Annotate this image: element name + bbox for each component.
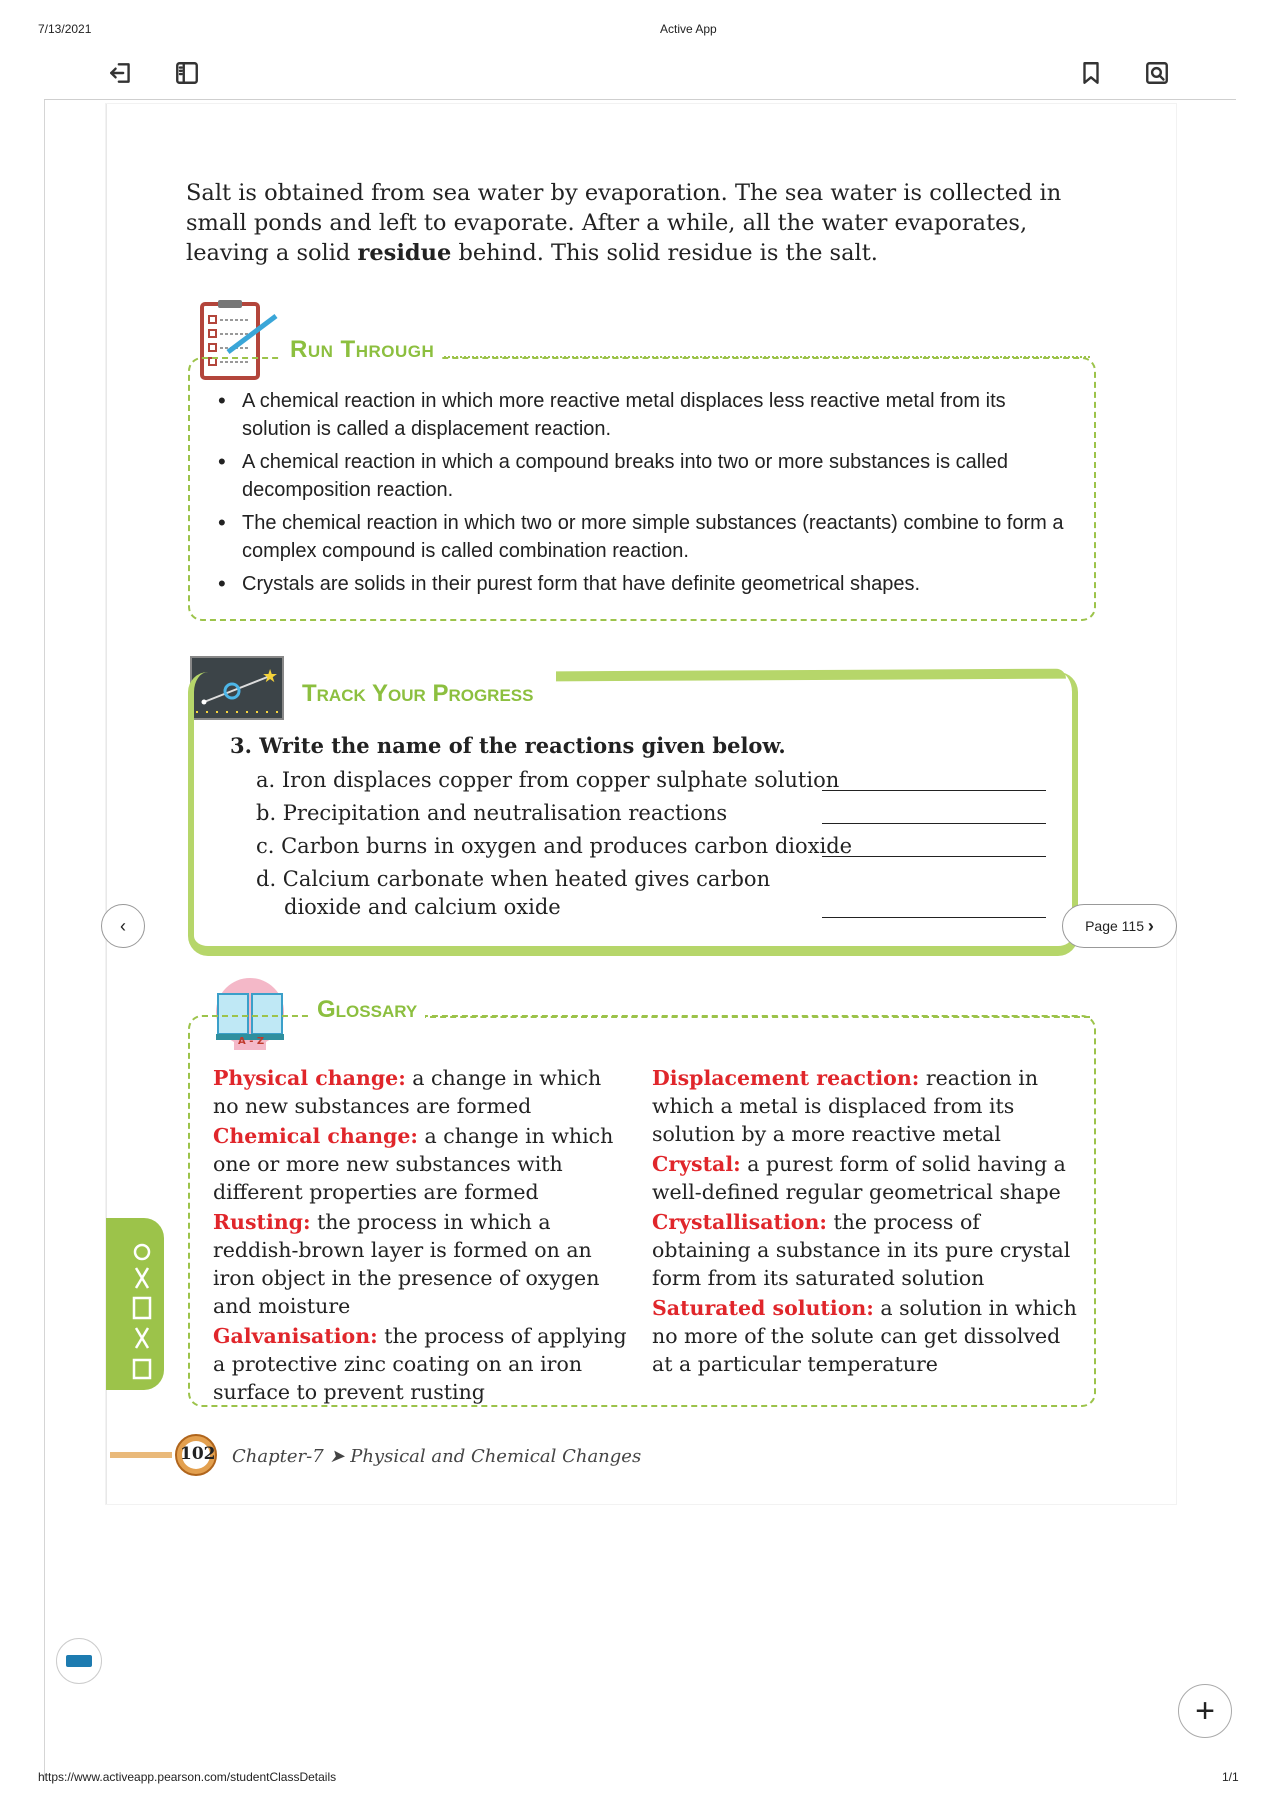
question-item: c. Carbon burns in oxygen and produces carbon dioxide xyxy=(256,834,853,858)
question-item-continued: dioxide and calcium oxide xyxy=(284,895,561,919)
exit-icon[interactable] xyxy=(106,58,136,88)
list-item: • The chemical reaction in which two or more simple substances (reactants) combine to form a complex compound is called combination reaction. xyxy=(216,509,1076,565)
answer-blank[interactable] xyxy=(822,856,1046,857)
run-through-list xyxy=(216,387,1076,603)
run-through-divider xyxy=(440,356,1090,358)
glossary-entry: Chemical change: a change in which one or more new substances with different properties are formed xyxy=(213,1124,614,1204)
glossary-left-column xyxy=(213,1064,633,1408)
page-number: 102 xyxy=(180,1444,216,1464)
question-heading: 3. Write the name of the reactions given below. xyxy=(230,733,786,758)
run-through-title: Run Through xyxy=(282,336,442,364)
print-title: Active App xyxy=(660,22,717,36)
question-item: d. Calcium carbonate when heated gives carbon xyxy=(256,867,771,891)
glossary-entry: Displacement reaction: reaction in which a metal is displaced from its solution by a more reactive metal xyxy=(652,1066,1039,1146)
glossary-divider xyxy=(420,1016,1090,1018)
answer-blank[interactable] xyxy=(822,790,1046,791)
chapter-footer: Chapter-7 ➤ Physical and Chemical Changes xyxy=(232,1446,642,1467)
answer-blank[interactable] xyxy=(822,823,1046,824)
glossary-entry: Crystallisation: the process of obtaining a substance in its pure crystal form from its saturated solution xyxy=(652,1210,1071,1290)
answer-blank[interactable] xyxy=(822,917,1046,918)
chevron-right-icon: › xyxy=(1147,915,1154,936)
print-page-count: 1/1 xyxy=(1222,1770,1239,1784)
glossary-entry: Rusting: the process in which a reddish-brown layer is formed on an iron object in the presence of oxygen and moisture xyxy=(213,1210,600,1318)
search-page-icon[interactable] xyxy=(1142,58,1172,88)
previous-page-button[interactable]: ‹ xyxy=(101,904,145,948)
chevron-right-icon: ➤ xyxy=(329,1446,345,1467)
page-number-wheel xyxy=(110,1434,220,1476)
toolbar-divider xyxy=(44,99,1236,100)
sidebar-toggle-icon[interactable] xyxy=(172,58,202,88)
bookmark-icon[interactable] xyxy=(1076,58,1106,88)
list-item: • A chemical reaction in which a compound breaks into two or more substances is called decomposition reaction. xyxy=(216,448,1076,504)
glossary-right-column xyxy=(652,1064,1078,1380)
glossary-entry: Physical change: a change in which no new substances are formed xyxy=(213,1066,602,1118)
glossary-icon-label: A - Z xyxy=(238,1036,265,1047)
list-item: • A chemical reaction in which more reactive metal displaces less reactive metal from its solution is called a displacement reaction. xyxy=(216,387,1076,443)
side-decoration-tab xyxy=(106,1218,164,1390)
viewer-left-border xyxy=(44,100,45,1780)
note-icon xyxy=(66,1655,92,1667)
glossary-title: Glossary xyxy=(309,996,425,1024)
question-item: b. Precipitation and neutralisation reactions xyxy=(256,801,728,825)
track-progress-title: Track Your Progress xyxy=(302,680,534,707)
glossary-entry: Galvanisation: the process of applying a protective zinc coating on an iron surface to prevent rusting xyxy=(213,1324,627,1404)
svg-text:★: ★ xyxy=(262,666,279,687)
print-url: https://www.activeapp.pearson.com/studentClassDetails xyxy=(38,1770,337,1784)
add-button[interactable]: + xyxy=(1178,1684,1232,1738)
list-item: • Crystals are solids in their purest form that have definite geometrical shapes. xyxy=(216,570,1076,598)
notes-toggle-button[interactable] xyxy=(56,1638,102,1684)
glossary-entry: Crystal: a purest form of solid having a well-defined regular geometrical shape xyxy=(652,1152,1066,1204)
intro-paragraph: Salt is obtained from sea water by evaporation. The sea water is collected in small ponds and left to evaporate. After a while, all the water evaporates, leaving a solid residue behind. This solid residue is the salt. xyxy=(186,180,1062,266)
question-item: a. Iron displaces copper from copper sulphate solution xyxy=(256,768,840,792)
print-date: 7/13/2021 xyxy=(38,22,92,36)
next-page-button[interactable]: Page 115 › xyxy=(1062,904,1177,948)
glossary-entry: Saturated solution: a solution in which no more of the solute can get dissolved at a particular temperature xyxy=(652,1296,1077,1376)
